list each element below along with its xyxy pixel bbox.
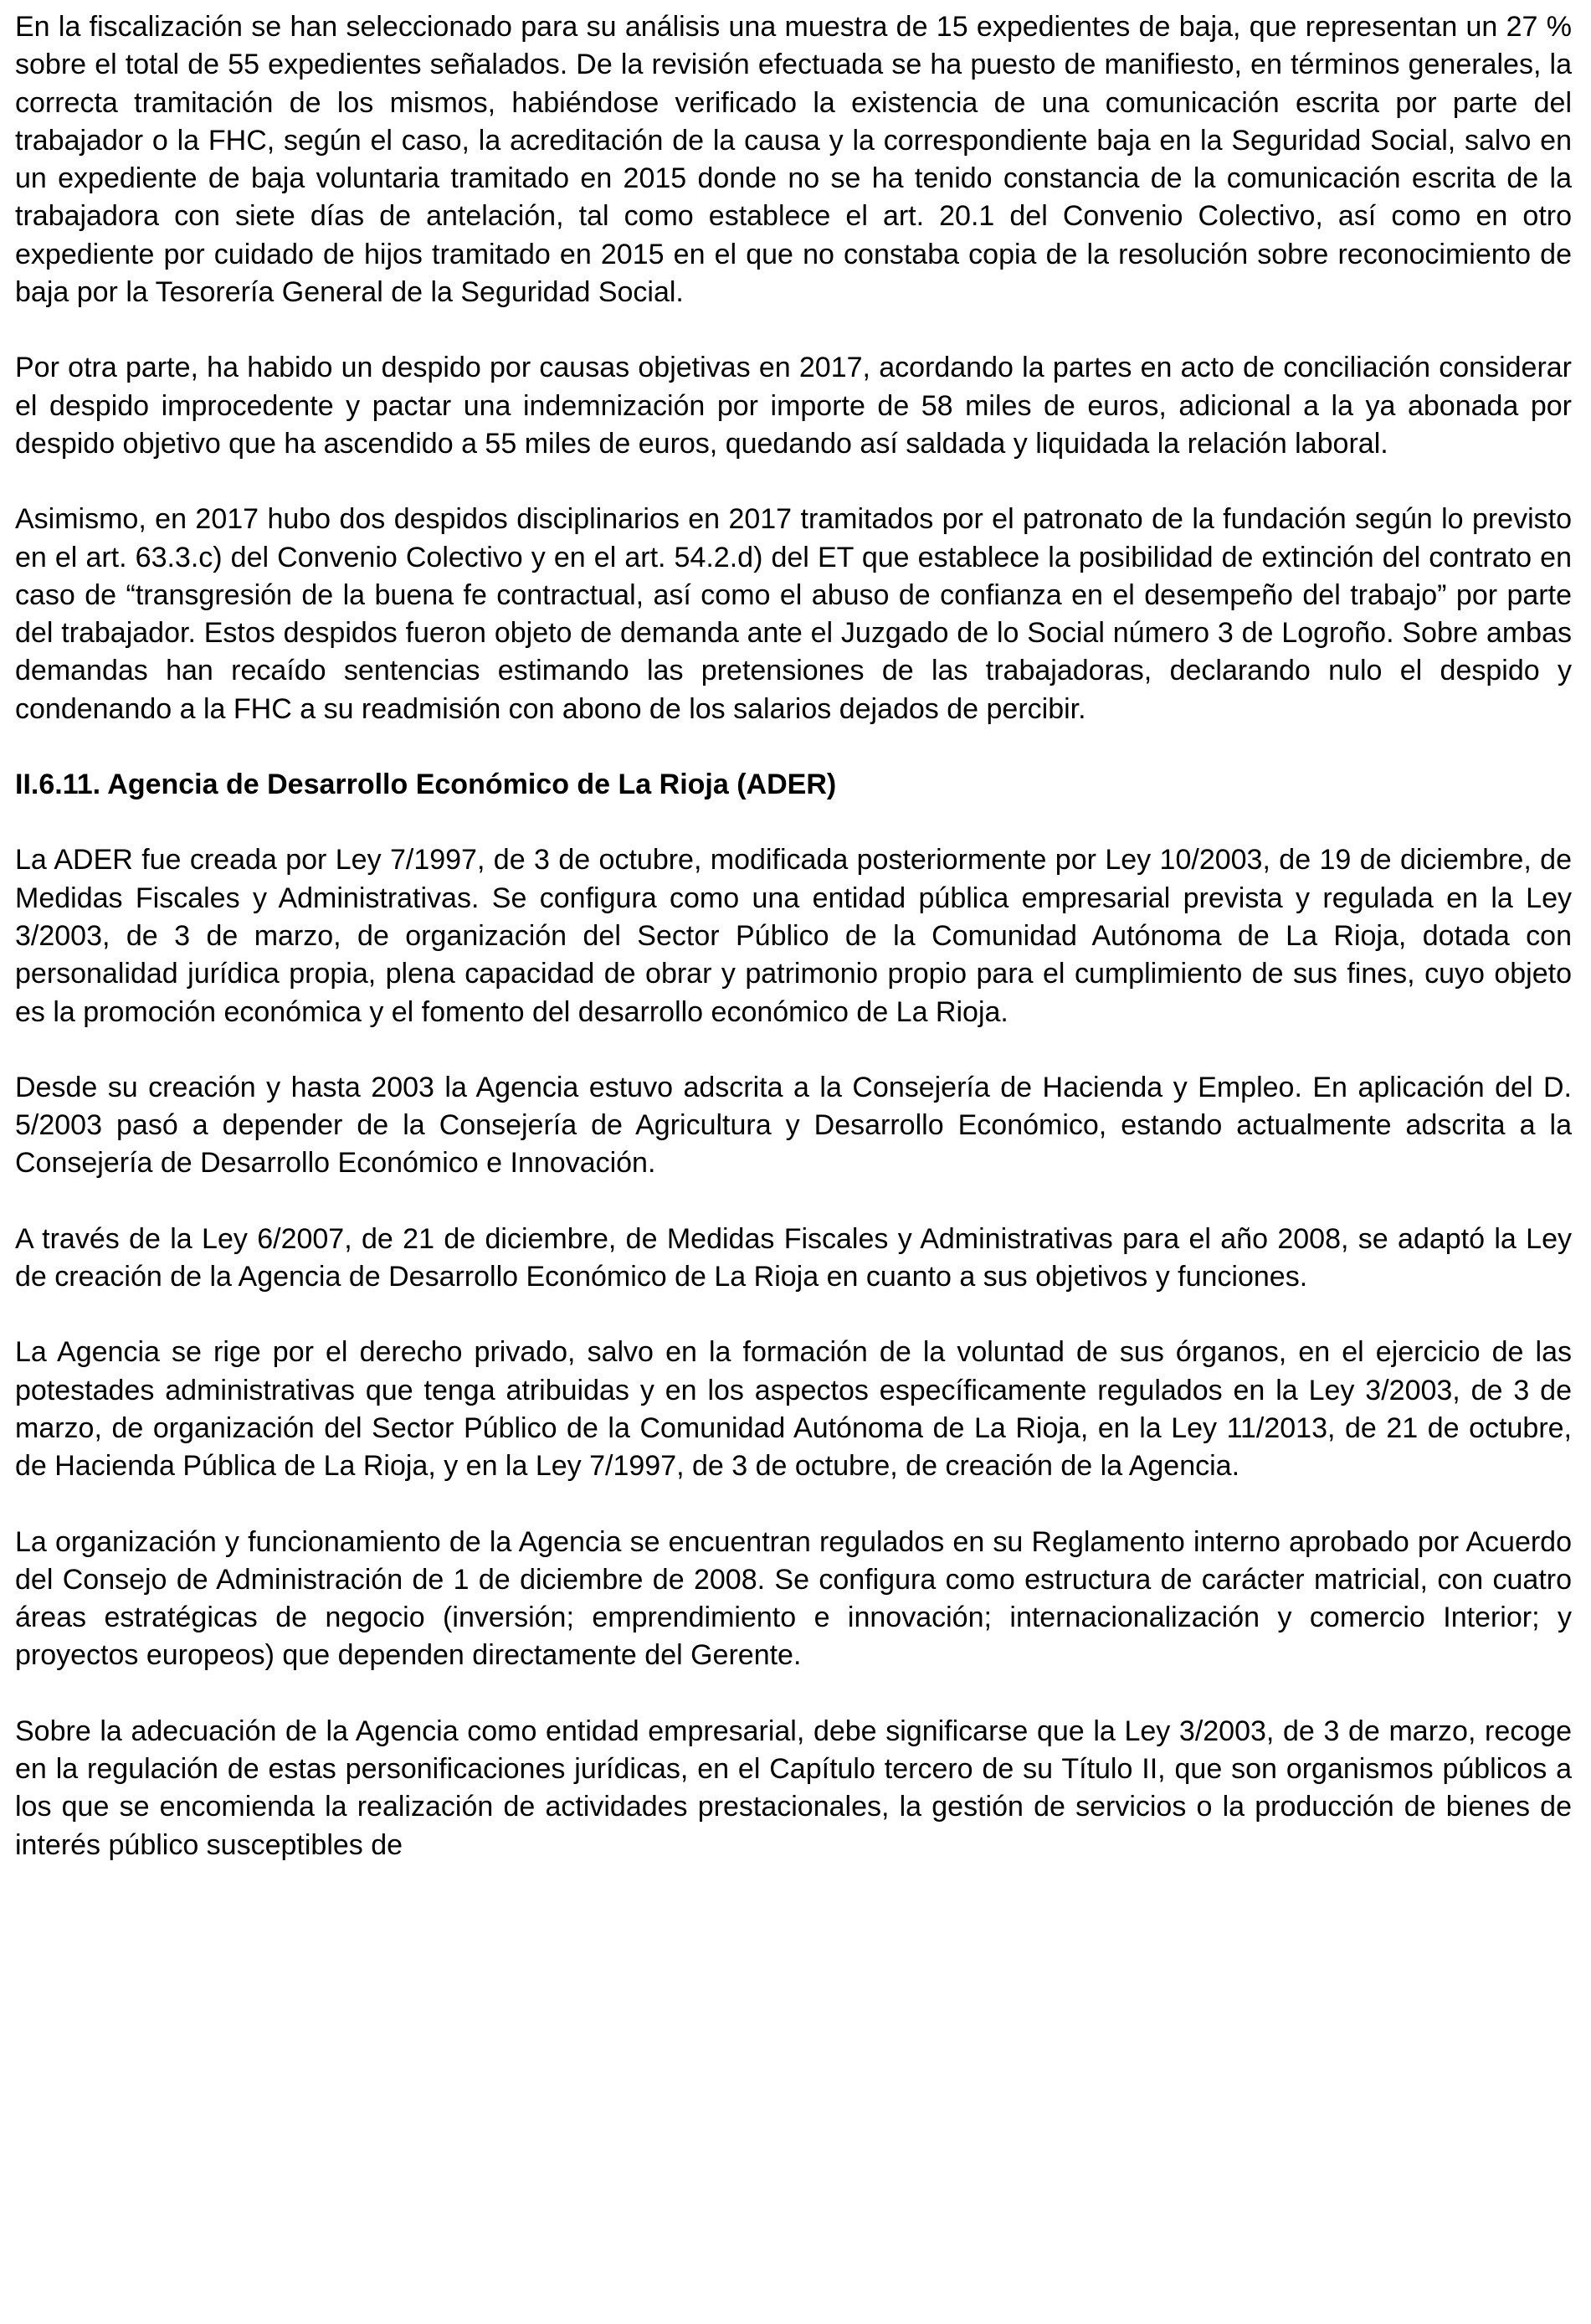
document-page [15,8,1572,1902]
section-heading: II.6.11. Agencia de Desarrollo Económico de La Rioja (ADER) [15,769,837,801]
paragraph-regimen-juridico: La Agencia se rige por el derecho privado, salvo en la formación de la voluntad de sus órganos, en el ejercicio de las potestades administrativas que tenga atribuidas y en los aspectos específicamente regulados en la Ley 3/2003, de 3 de marzo, de organización del Sector Público de la Comunidad Autónoma de La Rioja, en la Ley 11/2013, de 21 de octubre, de Hacienda Pública de La Rioja, y en la Ley 7/1997, de 3 de octubre, de creación de la Agencia. [15,1336,1572,1483]
paragraph-organizacion: La organización y funcionamiento de la Agencia se encuentran regulados en su Reglamento interno aprobado por Acuerdo del Consejo de Administración de 1 de diciembre de 2008. Se configura como estructura de carácter matricial, con cuatro áreas estratégicas de negocio (inversión; emprendimiento e innovación; internacionalización y comercio Interior; y proyectos europeos) que dependen directamente del Gerente. [15,1525,1572,1672]
paragraph-ley-6-2007: A través de la Ley 6/2007, de 21 de diciembre, de Medidas Fiscales y Administrativas para el año 2008, se adaptó la Ley de creación de la Agencia de Desarrollo Económico de La Rioja en cuanto a sus objetivos y funciones. [15,1222,1572,1293]
paragraph-adscripcion: Desde su creación y hasta 2003 la Agencia estuvo adscrita a la Consejería de Hacienda y Empleo. En aplicación del D. 5/2003 pasó a depender de la Consejería de Agricultura y Desarrollo Económico, estando actualmente adscrita a la Consejería de Desarrollo Económico e Innovación. [15,1071,1572,1180]
paragraph-despido-objetivo: Por otra parte, ha habido un despido por causas objetivas en 2017, acordando la partes en acto de conciliación considerar el despido improcedente y pactar una indemnización por importe de 58 miles de euros, adicional a la ya abonada por despido objetivo que ha ascendido a 55 miles de euros, quedando así saldada y liquidada la relación laboral. [15,352,1572,460]
paragraph-despidos-disciplinarios: Asimismo, en 2017 hubo dos despidos disciplinarios en 2017 tramitados por el patronato de la fundación según lo previsto en el art. 63.3.c) del Convenio Colectivo y en el art. 54.2.d) del ET que establece la posibilidad de extinción del contrato en caso de “transgresión de la buena fe contractual, así como el abuso de confianza en el desempeño del trabajo” por parte del trabajador. Estos despidos fueron objeto de demanda ante el Juzgado de lo Social número 3 de Logroño. Sobre ambas demandas han recaído sentencias estimando las pretensiones de las trabajadoras, declarando nulo el despido y condenando a la FHC a su readmisión con abono de los salarios dejados de percibir. [15,503,1572,725]
paragraph-creacion-ader: La ADER fue creada por Ley 7/1997, de 3 de octubre, modificada posteriormente por Ley 10/2003, de 19 de diciembre, de Medidas Fiscales y Administrativas. Se configura como una entidad pública empresarial prevista y regulada en la Ley 3/2003, de 3 de marzo, de organización del Sector Público de la Comunidad Autónoma de La Rioja, dotada con personalidad jurídica propia, plena capacidad de obrar y patrimonio propio para el cumplimiento de sus fines, cuyo objeto es la promoción económica y el fomento del desarrollo económico de La Rioja. [15,844,1572,1028]
paragraph-adecuacion-entidad: Sobre la adecuación de la Agencia como entidad empresarial, debe significarse que la Ley 3/2003, de 3 de marzo, recoge en la regulación de estas personificaciones jurídicas, en el Capítulo tercero de su Título II, que son organismos públicos a los que se encomienda la realización de actividades prestacionales, la gestión de servicios o la producción de bienes de interés público susceptibles de [15,1715,1572,1861]
paragraph-expedientes-baja: En la fiscalización se han seleccionado para su análisis una muestra de 15 expedientes de baja, que representan un 27 % sobre el total de 55 expedientes señalados. De la revisión efectuada se ha puesto de manifiesto, en términos generales, la correcta tramitación de los mismos, habiéndose verificado la existencia de una comunicación escrita por parte del trabajador o la FHC, según el caso, la acreditación de la causa y la correspondiente baja en la Seguridad Social, salvo en un expediente de baja voluntaria tramitado en 2015 donde no se ha tenido constancia de la comunicación escrita de la trabajadora con siete días de antelación, tal como establece el art. 20.1 del Convenio Colectivo, así como en otro expediente por cuidado de hijos tramitado en 2015 en el que no constaba copia de la resolución sobre reconocimiento de baja por la Tesorería General de la Seguridad Social. [15,11,1572,309]
